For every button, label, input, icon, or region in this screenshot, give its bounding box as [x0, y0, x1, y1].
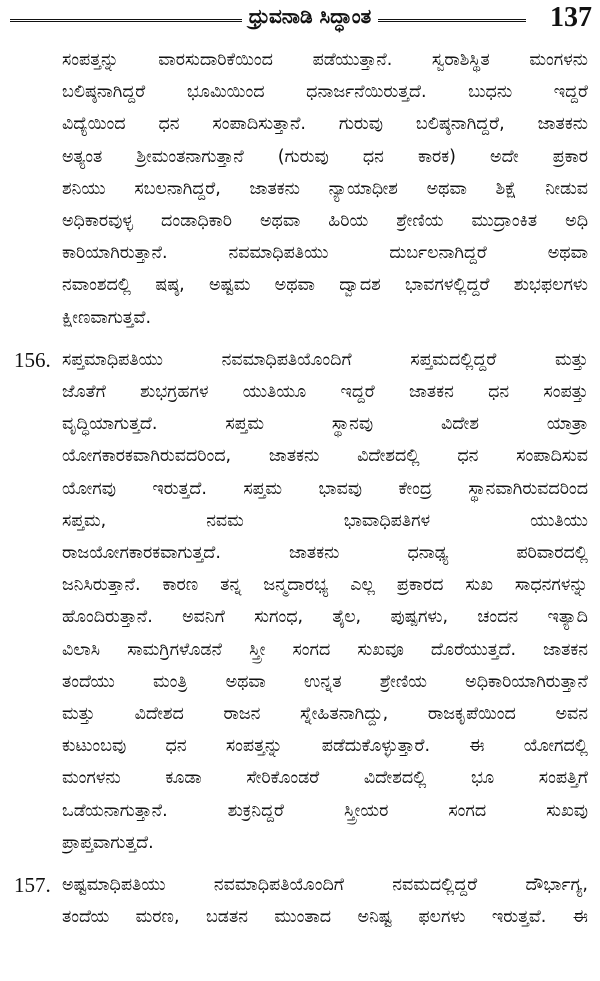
- text-line: ಯೋಗಕಾರಕವಾಗಿರುವದರಿಂದ, ಜಾತಕನು ವಿದೇಶದಲ್ಲಿ ಧನ ಸಂಪಾದಿಸುವ: [62, 446, 588, 467]
- text-line: ಶನಿಯು ಸಬಲನಾಗಿದ್ದರೆ, ಜಾತಕನು ನ್ಯಾಯಾಧೀಶ ಅಥವಾ ಶಿಕ್ಷೆ ನೀಡುವ: [62, 178, 588, 199]
- text-line: ನವಾಂಶದಲ್ಲಿ ಷಷ್ಠ, ಅಷ್ಟಮ ಅಥವಾ ದ್ವಾದಶ ಭಾವಗಳಲ್ಲಿದ್ದರೆ ಶುಭಫಲಗಳು: [62, 275, 588, 296]
- text-line: ವಿಲಾಸಿ ಸಾಮಗ್ರಿಗಳೊಡನೆ ಸ್ತ್ರೀ ಸಂಗದ ಸುಖವೂ ದೊರೆಯುತ್ತದೆ. ಜಾತಕನ: [62, 639, 588, 660]
- text-line: ಒಡೆಯನಾಗುತ್ತಾನೆ. ಶುಕ್ರನಿದ್ದರೆ ಸ್ತ್ರೀಯರ ಸಂಗದ ಸುಖವು: [62, 800, 588, 821]
- text-line: ಸಪ್ತಮ, ನವಮ ಭಾವಾಧಿಪತಿಗಳ ಯುತಿಯು: [62, 510, 588, 531]
- page-number: 137: [550, 2, 592, 33]
- text-line: ಸಂಪತ್ತನ್ನು ವಾರಸುದಾರಿಕೆಯಿಂದ ಪಡೆಯುತ್ತಾನೆ. ಸ್ವರಾಶಿಸ್ಥಿತ ಮಂಗಳನು: [62, 50, 588, 70]
- text-line: ವೃದ್ಧಿಯಾಗುತ್ತದೆ. ಸಪ್ತಮ ಸ್ಥಾನವು ವಿದೇಶ ಯಾತ್ರಾ: [62, 414, 588, 435]
- text-line: ಯೋಗವು ಇರುತ್ತದೆ. ಸಪ್ತಮ ಭಾವವು ಕೇಂದ್ರ ಸ್ಥಾನವಾಗಿರುವದರಿಂದ: [62, 478, 588, 499]
- text-line: ಮಂಗಳನು ಕೂಡಾ ಸೇರಿಕೊಂಡರೆ ವಿದೇಶದಲ್ಲಿ ಭೂ ಸಂಪತ್ತಿಗೆ: [62, 768, 588, 789]
- text-line: ಕುಟುಂಬವು ಧನ ಸಂಪತ್ತನ್ನು ಪಡೆದುಕೊಳ್ಳುತ್ತಾರೆ. ಈ ಯೋಗದಲ್ಲಿ: [62, 736, 588, 757]
- header-rule-left: [10, 19, 242, 22]
- text-line: ಅಷ್ಟಮಾಧಿಪತಿಯು ನವಮಾಧಿಪತಿಯೊಂದಿಗೆ ನವಮದಲ್ಲಿದ್ದರೆ ದೌರ್ಭಾಗ್ಯ,: [62, 875, 588, 895]
- text-line: ಕಾರಿಯಾಗಿರುತ್ತಾನೆ. ನವಮಾಧಿಪತಿಯು ದುರ್ಬಲನಾಗಿದ್ದರೆ ಅಥವಾ: [62, 243, 588, 264]
- text-line: ಅತ್ಯಂತ ಶ್ರೀಮಂತನಾಗುತ್ತಾನೆ (ಗುರುವು ಧನ ಕಾರಕ) ಅದೇ ಪ್ರಕಾರ: [62, 146, 588, 167]
- text-line: ರಾಜಯೋಗಕಾರಕವಾಗುತ್ತದೆ. ಜಾತಕನು ಧನಾಢ್ಯ ಪರಿವಾರದಲ್ಲಿ: [62, 543, 588, 563]
- running-header: [0, 0, 600, 38]
- paragraph-number: 156.: [14, 347, 51, 372]
- header-rule-right: [378, 19, 526, 22]
- text-line: ಸಪ್ತಮಾಧಿಪತಿಯು ನವಮಾಧಿಪತಿಯೊಂದಿಗೆ ಸಪ್ತಮದಲ್ಲಿದ್ದರೆ ಮತ್ತು: [62, 349, 588, 370]
- text-line: ಬಲಿಷ್ಠನಾಗಿದ್ದರೆ ಭೂಮಿಯಿಂದ ಧನಾರ್ಜನೆಯಿರುತ್ತದೆ. ಬುಧನು ಇದ್ದರೆ: [62, 82, 588, 103]
- text-line: ಮತ್ತು ವಿದೇಶದ ರಾಜನ ಸ್ನೇಹಿತನಾಗಿದ್ದು, ರಾಜಕೃಪೆಯಿಂದ ಅವನ: [62, 704, 588, 724]
- running-title: ಧ್ರುವನಾಡಿ ಸಿದ್ಧಾಂತ: [248, 4, 372, 28]
- text-line: ಜನಿಸಿರುತ್ತಾನೆ. ಕಾರಣ ತನ್ನ ಜನ್ಮದಾರಭ್ಯ ಎಲ್ಲ ಪ್ರಕಾರದ ಸುಖ ಸಾಧನಗಳನ್ನು: [62, 575, 588, 596]
- text-line: ಅಧಿಕಾರವುಳ್ಳ ದಂಡಾಧಿಕಾರಿ ಅಥವಾ ಹಿರಿಯ ಶ್ರೇಣಿಯ ಮುದ್ರಾಂಕಿತ ಅಧಿ: [62, 211, 588, 231]
- text-line: ತಂದೆಯು ಮಂತ್ರಿ ಅಥವಾ ಉನ್ನತ ಶ್ರೇಣಿಯ ಅಧಿಕಾರಿಯಾಗಿರುತ್ತಾನೆ: [62, 671, 588, 692]
- text-line: ತಂದೆಯ ಮರಣ, ಬಡತನ ಮುಂತಾದ ಅನಿಷ್ಟ ಫಲಗಳು ಇರುತ್ತವೆ. ಈ: [62, 907, 588, 928]
- text-line: ಹೊಂದಿರುತ್ತಾನೆ. ಅವನಿಗೆ ಸುಗಂಧ, ತೈಲ, ಪುಷ್ಪಗಳು, ಚಂದನ ಇತ್ಯಾದಿ: [62, 607, 588, 628]
- text-line: ಕ್ಷೀಣವಾಗುತ್ತವೆ.: [62, 307, 152, 328]
- paragraph-number: 157.: [14, 873, 51, 897]
- text-line: ಪ್ರಾಪ್ತವಾಗುತ್ತದೆ.: [62, 832, 154, 853]
- text-line: ಜೊತೆಗೆ ಶುಭಗ್ರಹಗಳ ಯುತಿಯೂ ಇದ್ದರೆ ಜಾತಕನ ಧನ ಸಂಪತ್ತು: [62, 382, 588, 402]
- text-line: ವಿದ್ಯೆಯಿಂದ ಧನ ಸಂಪಾದಿಸುತ್ತಾನೆ. ಗುರುವು ಬಲಿಷ್ಠನಾಗಿದ್ದರೆ, ಜಾತಕನು: [62, 114, 588, 135]
